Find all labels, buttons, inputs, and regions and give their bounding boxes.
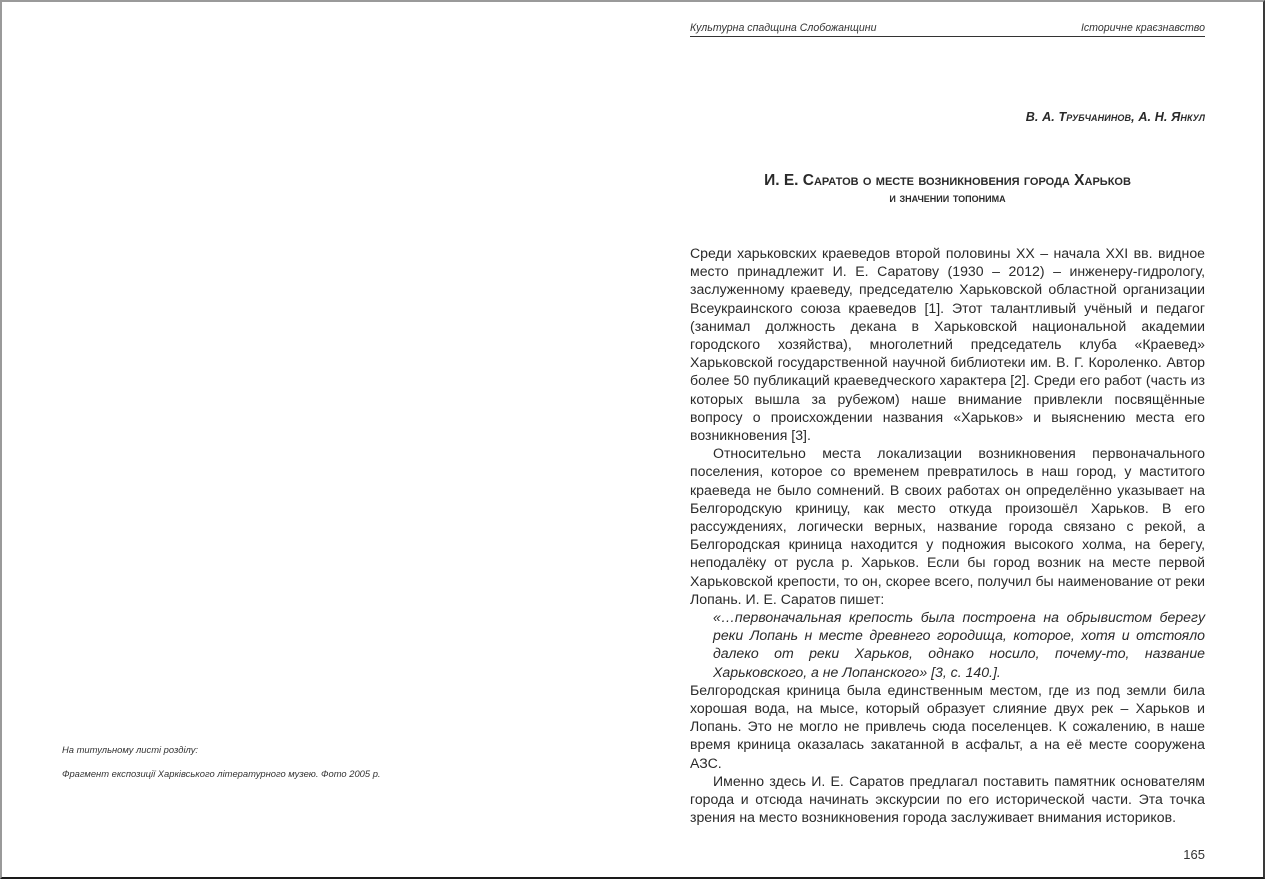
- paragraph: Относительно места локализации возникновения первоначального поселения, которое со временем превратилось в наш город, у маститого краеведа не было сомнений. В своих работах он определённо указывает на Белгородскую криницу, как место откуда произошёл Харьков. В его рассуждениях, логически верных, название города связано с рекой, а Белгородская криница находится у подножия высокого холма, на берегу, неподалёку от русла р. Харьков. Если бы город возник на месте первой Харьковской крепости, то он, скорее всего, получил бы наименование от реки Лопань. И. Е. Саратов пишет:: [690, 445, 1205, 607]
- running-head: [690, 22, 1205, 37]
- caption-text: Фрагмент експозиції Харківського літературного музею. Фото 2005 р.: [62, 768, 381, 779]
- left-page: [2, 2, 636, 877]
- paragraph: Белгородская криница была единственным местом, где из под земли била хорошая вода, на мысе, который образует слияние двух рек – Харьков и Лопань. Это не могло не привлечь сюда поселенцев. К сожалению, в наше время криница оказалась закатанной в асфальт, а на её месте сооружена АЗС.: [690, 681, 1205, 771]
- right-page: [636, 2, 1267, 877]
- caption-label: На титульному листі розділу:: [62, 744, 199, 755]
- paragraph: Среди харьковских краеведов второй половины XX – начала XXI вв. видное место принадлежит И. Е. Саратову (1930 – 2012) – инженеру-гидрологу, заслуженному краеведу, председателю Харьковской областной организации Всеукраинского союза краеведов [1]. Этот талантливый учёный и педагог (занимал должность декана в Харьковской национальной академии городского хозяйства), многолетний председатель клуба «Краевед» Харьковской государственной научной библиотеки им. В. Г. Короленко. Автор более 50 публикаций краеведческого характера [2]. Среди его работ (часть из которых вышла за рубежом) наше внимание привлекли посвящённые вопросу о происхождении названия «Харьков» и выяснению места его возникновения [3].: [690, 245, 1205, 444]
- article-body: [690, 244, 1205, 827]
- paragraph: Именно здесь И. Е. Саратов предлагал поставить памятник основателям города и отсюда начинать экскурсии по его исторической части. Эта точка зрения на место возникновения города заслуживает внимания историков.: [690, 772, 1205, 826]
- running-head-right: Історичне краєзнавство: [1080, 22, 1205, 34]
- page-number: 165: [1183, 847, 1205, 862]
- article-title: [690, 172, 1205, 206]
- title-line-1: И. Е. Саратов о месте возникновения города Харьков: [764, 172, 1131, 189]
- article-authors: В. А. Трубчанинов, А. Н. Янкул: [1025, 110, 1205, 124]
- block-quote: «…первоначальная крепость была построена на обрывистом берегу реки Лопань н месте древнего городища, которое, хотя и отстояло далеко от реки Харьков, однако носило, почему-то, название Харьковского, а не Лопанского» [3, с. 140.].: [713, 609, 1205, 680]
- running-head-left: Культурна спадщина Слобожанщини: [690, 22, 877, 34]
- title-line-2: и значении топонима: [889, 190, 1006, 205]
